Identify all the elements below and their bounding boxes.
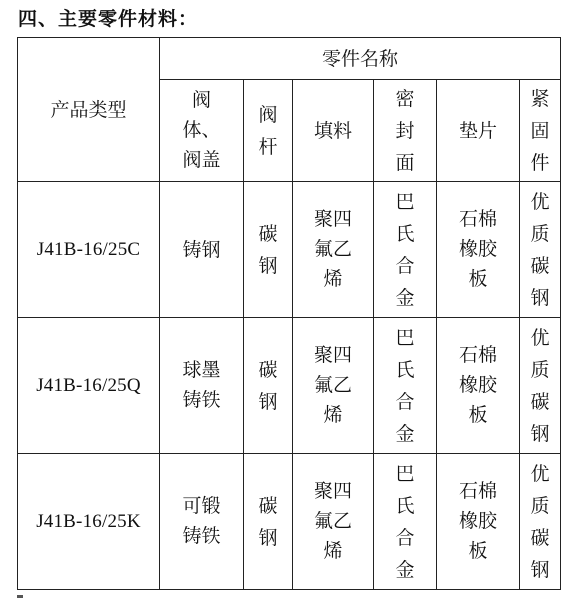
header-col-body-label: 阀体、阀盖 — [182, 89, 221, 171]
row-fastener-label: 优质碳钢 — [530, 190, 550, 309]
row-packing — [293, 182, 374, 318]
row-fastener — [520, 318, 561, 454]
row-fastener — [520, 182, 561, 318]
header-product-type — [18, 38, 160, 182]
row-fastener-label: 优质碳钢 — [530, 326, 550, 445]
row-seal-label: 巴氏合金 — [395, 190, 415, 309]
row-seal — [374, 454, 437, 590]
row-model-label: J41B-16/25C — [36, 239, 141, 260]
row-gasket-label: 石棉橡胶板 — [458, 208, 497, 290]
header-parts-group-label: 零件名称 — [322, 47, 399, 70]
row-model — [18, 454, 160, 590]
row-stem — [244, 318, 293, 454]
row-body-label: 球墨铸铁 — [182, 359, 221, 411]
row-gasket-label: 石棉橡胶板 — [458, 344, 497, 426]
table-row — [18, 318, 561, 454]
section-title: 四、主要零件材料： — [18, 8, 199, 30]
row-model — [18, 182, 160, 318]
row-gasket-label: 石棉橡胶板 — [458, 480, 497, 562]
header-row-top — [18, 38, 561, 80]
row-seal — [374, 182, 437, 318]
materials-table — [17, 37, 561, 590]
header-parts-group — [160, 38, 561, 80]
header-col-packing-label: 填料 — [313, 119, 352, 142]
row-stem-label: 碳钢 — [258, 494, 278, 549]
row-packing-label: 聚四氟乙烯 — [313, 208, 352, 290]
row-fastener — [520, 454, 561, 590]
header-col-fastener-label: 紧固件 — [530, 87, 550, 174]
row-model-label: J41B-16/25K — [36, 511, 141, 532]
header-col-seal-label: 密封面 — [395, 87, 415, 174]
row-gasket — [437, 454, 520, 590]
table-row — [18, 182, 561, 318]
row-gasket — [437, 182, 520, 318]
header-col-stem — [244, 80, 293, 182]
page-footer-fragment — [17, 591, 57, 599]
row-packing-label: 聚四氟乙烯 — [313, 480, 352, 562]
row-model — [18, 318, 160, 454]
row-stem-label: 碳钢 — [258, 358, 278, 413]
row-gasket — [437, 318, 520, 454]
row-packing — [293, 454, 374, 590]
header-col-fastener — [520, 80, 561, 182]
row-model-label: J41B-16/25Q — [36, 375, 141, 396]
header-col-stem-label: 阀杆 — [258, 103, 278, 158]
row-seal-label: 巴氏合金 — [395, 462, 415, 581]
row-seal — [374, 318, 437, 454]
row-body — [160, 454, 244, 590]
row-packing — [293, 318, 374, 454]
header-col-packing — [293, 80, 374, 182]
row-seal-label: 巴氏合金 — [395, 326, 415, 445]
table-row — [18, 454, 561, 590]
header-col-gasket-label: 垫片 — [458, 119, 497, 142]
header-product-type-label: 产品类型 — [50, 98, 127, 121]
header-col-gasket — [437, 80, 520, 182]
row-body-label: 可锻铸铁 — [182, 495, 221, 547]
footer-mark — [17, 595, 23, 598]
row-stem-label: 碳钢 — [258, 222, 278, 277]
row-stem — [244, 182, 293, 318]
header-col-seal — [374, 80, 437, 182]
header-col-body — [160, 80, 244, 182]
row-packing-label: 聚四氟乙烯 — [313, 344, 352, 426]
row-body — [160, 318, 244, 454]
row-body — [160, 182, 244, 318]
row-fastener-label: 优质碳钢 — [530, 462, 550, 581]
row-body-label: 铸钢 — [182, 238, 221, 261]
row-stem — [244, 454, 293, 590]
